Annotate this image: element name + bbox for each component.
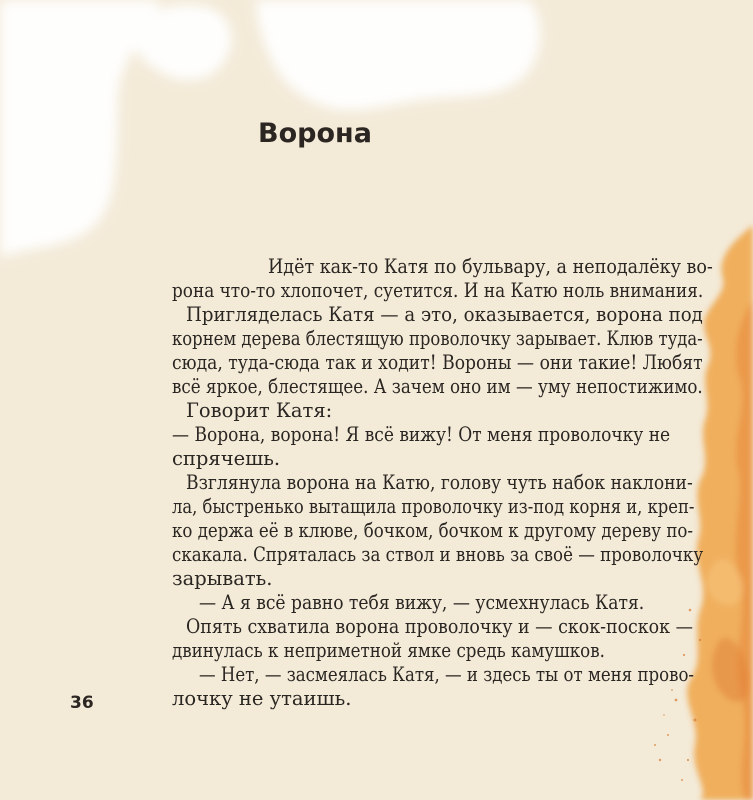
text-line: всё яркое, блестящее. А зачем оно им — уму непостижимо. <box>172 375 703 398</box>
text-line: Взглянула ворона на Катю, голову чуть набок наклони- <box>186 471 693 494</box>
text-line: ко держа её в клюве, бочком, бочком к другому дереву по- <box>172 519 694 542</box>
text-line: скакала. Спряталась за ствол и вновь за своё — проволочку <box>172 543 704 566</box>
text-line: Опять схватила ворона проволочку и — скок-поскок — <box>186 615 693 638</box>
text-line: сюда, туда-сюда так и ходит! Вороны — они такие! Любят <box>172 351 703 374</box>
text-line: Говорит Катя: <box>186 399 333 422</box>
text-line: — Нет, — засмеялась Катя, — и здесь ты от меня прово- <box>199 663 695 686</box>
text-line: — Ворона, ворона! Я всё вижу! От меня проволочку не <box>172 423 671 446</box>
page-title: Ворона <box>258 118 372 149</box>
text-line: Идёт как-то Катя по бульвару, а неподалёку во- <box>268 255 713 278</box>
text-line: корнем дерева блестящую проволочку зарывает. Клюв туда- <box>172 327 703 350</box>
text-line: Пригляделась Катя — а это, оказывается, ворона под <box>186 303 703 326</box>
text-line: лочку не утаишь. <box>172 687 352 710</box>
text-line: зарывать. <box>172 567 273 590</box>
page-number: 36 <box>70 693 94 713</box>
text-line: рона что-то хлопочет, суетится. И на Катю ноль внимания. <box>172 279 704 302</box>
text-line: спрячешь. <box>172 447 281 470</box>
text-line: двинулась к неприметной ямке средь камушков. <box>172 639 605 662</box>
text-line: ла, быстренько вытащила проволочку из-под корня и, креп- <box>172 495 695 518</box>
text-line: — А я всё равно тебя вижу, — усмехнулась Катя. <box>199 591 645 614</box>
